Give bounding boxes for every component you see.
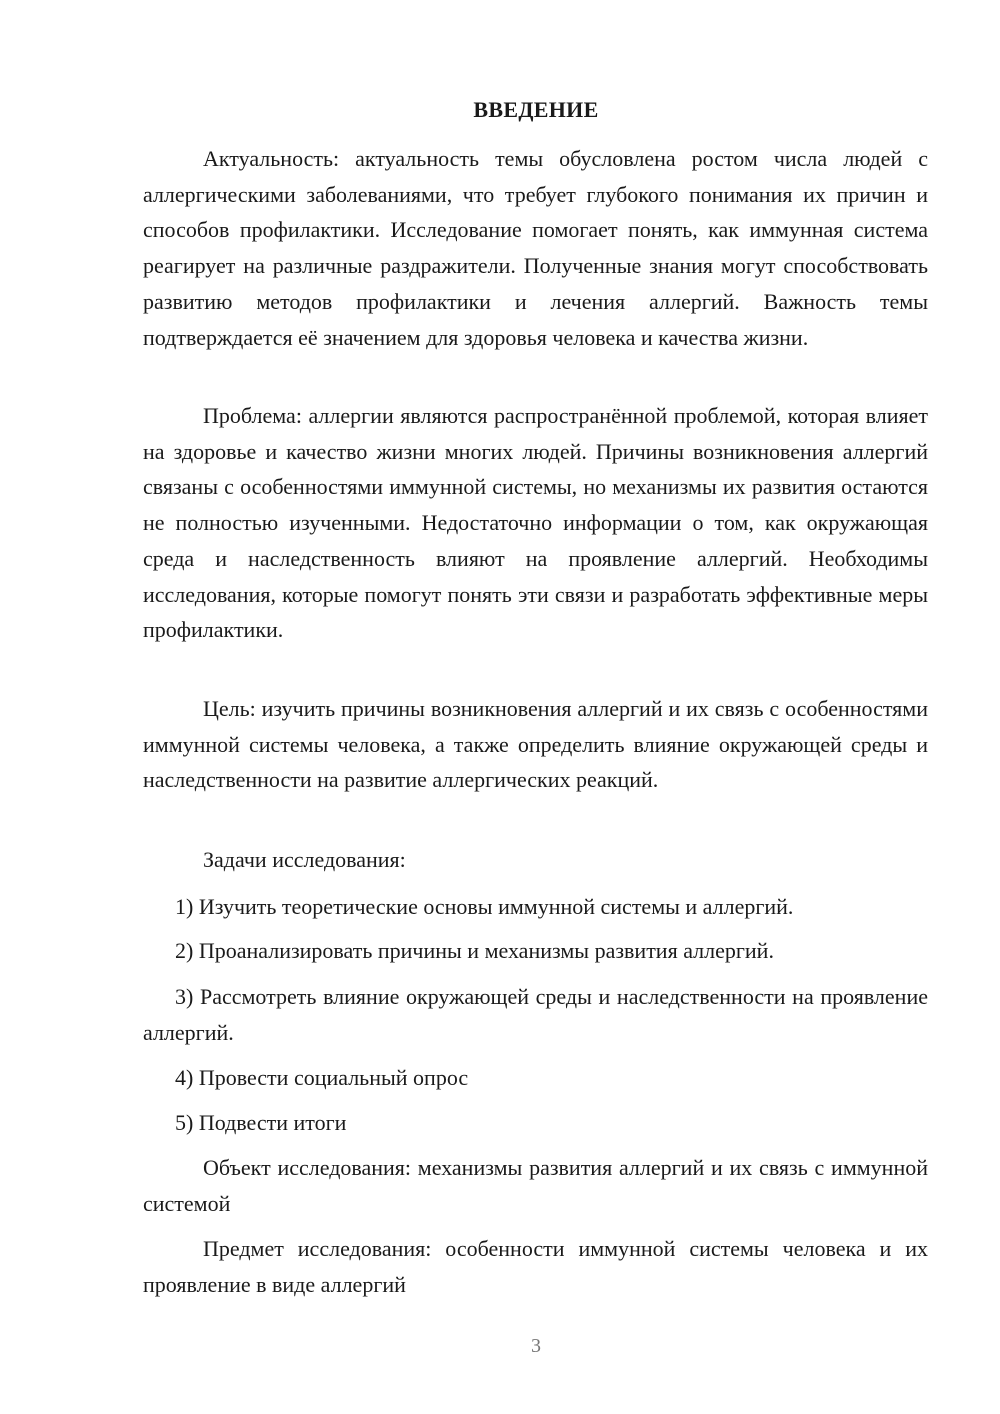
goal-paragraph: Цель: изучить причины возникновения аллергий и их связь с особенностями иммунной системы человека, а также определить влияние окружающей среды и наследственности на развитие аллергических реакций. bbox=[143, 696, 928, 793]
object-paragraph: Объект исследования: механизмы развития аллергий и их связь с иммунной системой bbox=[143, 1155, 928, 1216]
task-item-3: 3) Рассмотреть влияние окружающей среды и наследственности на проявление аллергий. bbox=[143, 984, 928, 1045]
problem-paragraph: Проблема: аллергии являются распространённой проблемой, которая влияет на здоровье и качество жизни многих людей. Причины возникновения аллергий связаны с особенностями иммунной системы, но механизмы их развития остаются не полностью изученными. Недостаточно информации о том, как окружающая среда и наследственность влияют на проявление аллергий. Необходимы исследования, которые помогут понять эти связи и разработать эффективные меры профилактики. bbox=[143, 403, 928, 643]
task-item-2: 2) Проанализировать причины и механизмы развития аллергий. bbox=[175, 938, 774, 963]
section-heading: ВВЕДЕНИЕ bbox=[473, 97, 599, 122]
page-number: 3 bbox=[531, 1335, 541, 1357]
relevance-paragraph: Актуальность: актуальность темы обусловлена ростом числа людей с аллергическими заболеваниями, что требует глубокого понимания их причин и способов профилактики. Исследование помогает понять, как иммунная система реагирует на различные раздражители. Полученные знания могут способствовать развитию методов профилактики и лечения аллергий. Важность темы подтверждается её значением для здоровья человека и качества жизни. bbox=[143, 146, 928, 350]
task-item-4: 4) Провести социальный опрос bbox=[175, 1065, 469, 1090]
subject-paragraph: Предмет исследования: особенности иммунной системы человека и их проявление в виде аллергий bbox=[143, 1236, 928, 1297]
task-item-5: 5) Подвести итоги bbox=[175, 1110, 347, 1135]
task-item-1: 1) Изучить теоретические основы иммунной системы и аллергий. bbox=[175, 894, 794, 919]
tasks-heading: Задачи исследования: bbox=[203, 847, 406, 872]
